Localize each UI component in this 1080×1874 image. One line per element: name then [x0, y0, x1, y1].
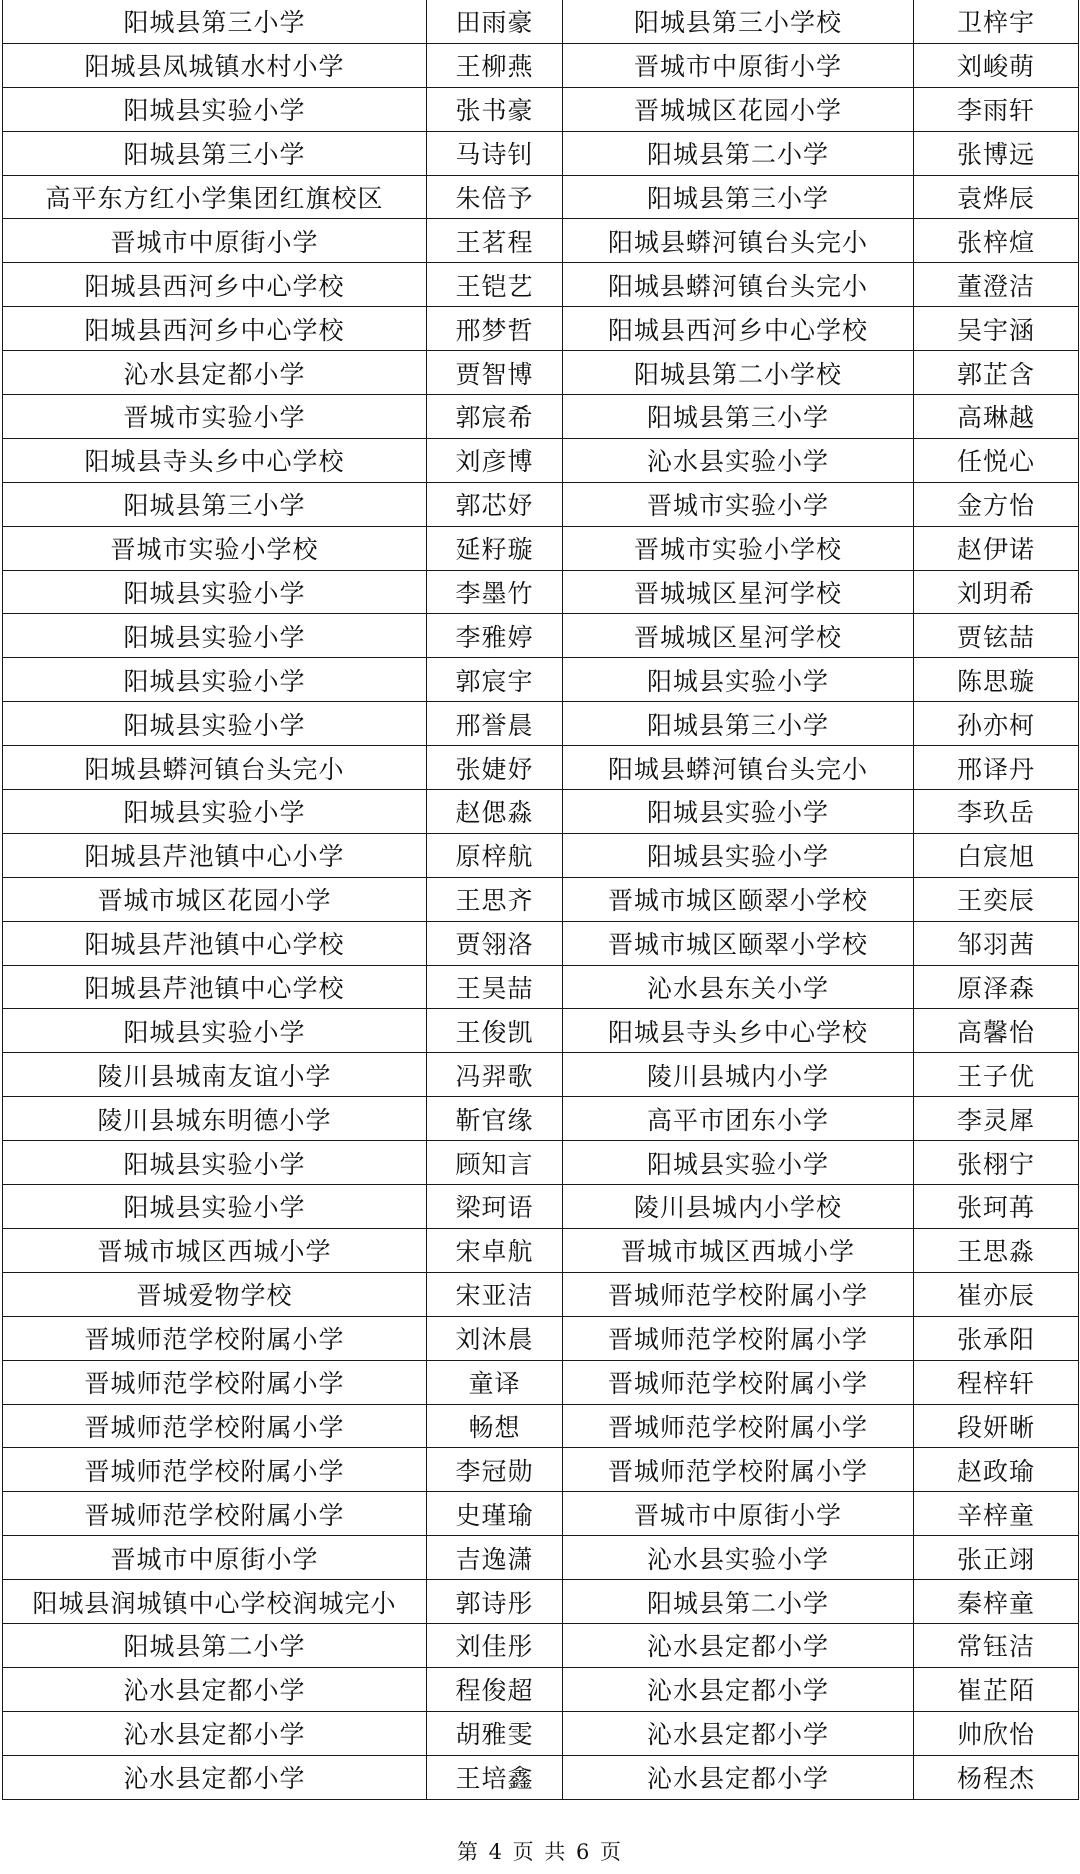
student-name-cell: 顾知言	[427, 1141, 563, 1185]
school-cell: 阳城县第三小学	[563, 395, 914, 439]
table-row	[3, 1448, 1079, 1492]
student-name-cell: 赵政瑜	[914, 1448, 1079, 1492]
student-name-cell: 高馨怡	[914, 1009, 1079, 1053]
school-cell: 晋城师范学校附属小学	[563, 1316, 914, 1360]
student-name-cell: 刘峻萌	[914, 43, 1079, 87]
student-name-cell: 宋亚洁	[427, 1272, 563, 1316]
table-row	[3, 1404, 1079, 1448]
student-name-cell: 童译	[427, 1360, 563, 1404]
school-cell: 阳城县实验小学	[3, 1141, 427, 1185]
table-row	[3, 219, 1079, 263]
school-cell: 晋城师范学校附属小学	[3, 1492, 427, 1536]
school-cell: 沁水县定都小学	[563, 1755, 914, 1799]
table-row	[3, 175, 1079, 219]
student-name-cell: 王子优	[914, 1053, 1079, 1097]
table-row	[3, 1536, 1079, 1580]
school-cell: 阳城县实验小学	[3, 1009, 427, 1053]
student-name-cell: 袁烨辰	[914, 175, 1079, 219]
student-name-cell: 冯羿歌	[427, 1053, 563, 1097]
student-name-cell: 赵伊诺	[914, 526, 1079, 570]
school-cell: 晋城师范学校附属小学	[3, 1360, 427, 1404]
table-row	[3, 131, 1079, 175]
table-row	[3, 1228, 1079, 1272]
student-name-cell: 陈思璇	[914, 658, 1079, 702]
table-row	[3, 1053, 1079, 1097]
school-cell: 阳城县第三小学	[563, 702, 914, 746]
table-row	[3, 921, 1079, 965]
table-row	[3, 1097, 1079, 1141]
school-cell: 沁水县定都小学	[563, 1623, 914, 1667]
student-name-cell: 梁珂语	[427, 1185, 563, 1229]
student-name-cell: 任悦心	[914, 438, 1079, 482]
school-cell: 阳城县芹池镇中心学校	[3, 921, 427, 965]
student-name-cell: 张婕妤	[427, 746, 563, 790]
school-cell: 沁水县定都小学	[563, 1667, 914, 1711]
student-name-cell: 王昊喆	[427, 965, 563, 1009]
table-row	[3, 395, 1079, 439]
document-page	[2, 0, 1078, 1800]
student-name-cell: 李雨轩	[914, 87, 1079, 131]
table-row	[3, 87, 1079, 131]
student-name-cell: 李玖岳	[914, 790, 1079, 834]
school-cell: 晋城市中原街小学	[563, 1492, 914, 1536]
student-name-cell: 张梓煊	[914, 219, 1079, 263]
table-row	[3, 790, 1079, 834]
student-name-cell: 李冠勋	[427, 1448, 563, 1492]
school-cell: 高平东方红小学集团红旗校区	[3, 175, 427, 219]
student-name-cell: 邢译丹	[914, 746, 1079, 790]
school-cell: 晋城市实验小学	[3, 395, 427, 439]
school-cell: 沁水县定都小学	[3, 1755, 427, 1799]
student-name-cell: 张正翊	[914, 1536, 1079, 1580]
school-cell: 晋城市城区颐翠小学校	[563, 877, 914, 921]
school-cell: 阳城县实验小学	[563, 833, 914, 877]
table-row	[3, 1623, 1079, 1667]
student-name-cell: 胡雅雯	[427, 1711, 563, 1755]
student-name-cell: 刘佳彤	[427, 1623, 563, 1667]
school-cell: 晋城市中原街小学	[3, 1536, 427, 1580]
student-name-cell: 赵偲淼	[427, 790, 563, 834]
school-cell: 阳城县润城镇中心学校润城完小	[3, 1580, 427, 1624]
student-name-cell: 郭诗彤	[427, 1580, 563, 1624]
student-name-cell: 宋卓航	[427, 1228, 563, 1272]
school-cell: 晋城市实验小学	[563, 482, 914, 526]
school-cell: 阳城县西河乡中心学校	[3, 307, 427, 351]
table-row	[3, 1667, 1079, 1711]
school-cell: 阳城县第三小学	[3, 0, 427, 43]
student-name-cell: 刘沐晨	[427, 1316, 563, 1360]
school-cell: 阳城县实验小学	[563, 790, 914, 834]
school-cell: 晋城师范学校附属小学	[3, 1316, 427, 1360]
school-cell: 阳城县第三小学	[3, 131, 427, 175]
school-cell: 沁水县东关小学	[563, 965, 914, 1009]
school-cell: 阳城县寺头乡中心学校	[563, 1009, 914, 1053]
table-row	[3, 746, 1079, 790]
school-cell: 沁水县定都小学	[563, 1711, 914, 1755]
school-cell: 晋城市城区西城小学	[3, 1228, 427, 1272]
school-cell: 阳城县第三小学	[563, 175, 914, 219]
school-cell: 陵川县城内小学校	[563, 1185, 914, 1229]
school-cell: 阳城县第三小学校	[563, 0, 914, 43]
school-cell: 陵川县城东明德小学	[3, 1097, 427, 1141]
student-name-cell: 王培鑫	[427, 1755, 563, 1799]
student-name-cell: 程梓轩	[914, 1360, 1079, 1404]
student-name-cell: 卫梓宇	[914, 0, 1079, 43]
table-row	[3, 482, 1079, 526]
student-name-cell: 王俊凯	[427, 1009, 563, 1053]
student-name-cell: 延籽璇	[427, 526, 563, 570]
school-cell: 晋城市实验小学校	[563, 526, 914, 570]
student-name-cell: 王思齐	[427, 877, 563, 921]
table-row	[3, 1009, 1079, 1053]
table-row	[3, 438, 1079, 482]
school-cell: 晋城师范学校附属小学	[563, 1404, 914, 1448]
school-cell: 晋城爱物学校	[3, 1272, 427, 1316]
school-cell: 阳城县第二小学校	[563, 351, 914, 395]
table-row	[3, 1711, 1079, 1755]
school-cell: 阳城县蟒河镇台头完小	[563, 263, 914, 307]
student-name-cell: 崔芷陌	[914, 1667, 1079, 1711]
school-cell: 晋城市实验小学校	[3, 526, 427, 570]
school-cell: 晋城城区花园小学	[563, 87, 914, 131]
student-name-cell: 白宸旭	[914, 833, 1079, 877]
student-name-cell: 李灵犀	[914, 1097, 1079, 1141]
student-name-cell: 贾智博	[427, 351, 563, 395]
school-cell: 阳城县蟒河镇台头完小	[563, 746, 914, 790]
school-cell: 晋城城区星河学校	[563, 614, 914, 658]
school-cell: 阳城县第三小学	[3, 482, 427, 526]
student-name-cell: 史瑾瑜	[427, 1492, 563, 1536]
school-cell: 晋城市中原街小学	[3, 219, 427, 263]
school-cell: 阳城县蟒河镇台头完小	[563, 219, 914, 263]
school-cell: 阳城县第二小学	[563, 1580, 914, 1624]
student-name-cell: 秦梓童	[914, 1580, 1079, 1624]
student-name-cell: 董澄洁	[914, 263, 1079, 307]
roster-table	[2, 0, 1079, 1800]
student-name-cell: 田雨豪	[427, 0, 563, 43]
school-cell: 阳城县实验小学	[563, 1141, 914, 1185]
student-name-cell: 孙亦柯	[914, 702, 1079, 746]
table-row	[3, 307, 1079, 351]
student-name-cell: 原梓航	[427, 833, 563, 877]
student-name-cell: 段妍晰	[914, 1404, 1079, 1448]
school-cell: 晋城师范学校附属小学	[3, 1404, 427, 1448]
table-row	[3, 1360, 1079, 1404]
student-name-cell: 吴宇涵	[914, 307, 1079, 351]
table-row	[3, 1755, 1079, 1799]
student-name-cell: 王茗程	[427, 219, 563, 263]
school-cell: 阳城县实验小学	[3, 570, 427, 614]
school-cell: 阳城县实验小学	[3, 1185, 427, 1229]
school-cell: 陵川县城南友谊小学	[3, 1053, 427, 1097]
table-row	[3, 1141, 1079, 1185]
table-row	[3, 1316, 1079, 1360]
school-cell: 阳城县西河乡中心学校	[3, 263, 427, 307]
student-name-cell: 王奕辰	[914, 877, 1079, 921]
student-name-cell: 吉逸潇	[427, 1536, 563, 1580]
school-cell: 阳城县芹池镇中心学校	[3, 965, 427, 1009]
student-name-cell: 高琳越	[914, 395, 1079, 439]
school-cell: 阳城县实验小学	[3, 658, 427, 702]
table-row	[3, 702, 1079, 746]
school-cell: 阳城县蟒河镇台头完小	[3, 746, 427, 790]
student-name-cell: 王柳燕	[427, 43, 563, 87]
student-name-cell: 李墨竹	[427, 570, 563, 614]
table-row	[3, 877, 1079, 921]
school-cell: 阳城县实验小学	[3, 87, 427, 131]
table-row	[3, 43, 1079, 87]
school-cell: 高平市团东小学	[563, 1097, 914, 1141]
student-name-cell: 郭宸宇	[427, 658, 563, 702]
student-name-cell: 贾铉喆	[914, 614, 1079, 658]
school-cell: 阳城县实验小学	[3, 702, 427, 746]
student-name-cell: 程俊超	[427, 1667, 563, 1711]
school-cell: 阳城县实验小学	[3, 790, 427, 834]
student-name-cell: 郭芷含	[914, 351, 1079, 395]
table-row	[3, 351, 1079, 395]
student-name-cell: 贾翎洛	[427, 921, 563, 965]
school-cell: 阳城县第二小学	[3, 1623, 427, 1667]
school-cell: 沁水县实验小学	[563, 438, 914, 482]
table-row	[3, 614, 1079, 658]
table-row	[3, 1272, 1079, 1316]
student-name-cell: 郭宸希	[427, 395, 563, 439]
school-cell: 晋城师范学校附属小学	[563, 1448, 914, 1492]
school-cell: 阳城县第二小学	[563, 131, 914, 175]
school-cell: 晋城城区星河学校	[563, 570, 914, 614]
school-cell: 阳城县凤城镇水村小学	[3, 43, 427, 87]
student-name-cell: 邹羽茜	[914, 921, 1079, 965]
school-cell: 晋城市中原街小学	[563, 43, 914, 87]
table-row	[3, 263, 1079, 307]
student-name-cell: 王铠艺	[427, 263, 563, 307]
student-name-cell: 常钰洁	[914, 1623, 1079, 1667]
table-row	[3, 965, 1079, 1009]
student-name-cell: 刘彦博	[427, 438, 563, 482]
student-name-cell: 张承阳	[914, 1316, 1079, 1360]
school-cell: 晋城市城区颐翠小学校	[563, 921, 914, 965]
school-cell: 阳城县实验小学	[3, 614, 427, 658]
student-name-cell: 帅欣怡	[914, 1711, 1079, 1755]
student-name-cell: 郭芯妤	[427, 482, 563, 526]
student-name-cell: 刘玥希	[914, 570, 1079, 614]
school-cell: 陵川县城内小学	[563, 1053, 914, 1097]
table-row	[3, 1185, 1079, 1229]
student-name-cell: 张珂苒	[914, 1185, 1079, 1229]
table-row	[3, 1492, 1079, 1536]
school-cell: 沁水县定都小学	[3, 351, 427, 395]
student-name-cell: 辛梓童	[914, 1492, 1079, 1536]
school-cell: 阳城县西河乡中心学校	[563, 307, 914, 351]
student-name-cell: 邢誉晨	[427, 702, 563, 746]
school-cell: 晋城师范学校附属小学	[3, 1448, 427, 1492]
table-row	[3, 1580, 1079, 1624]
student-name-cell: 畅想	[427, 1404, 563, 1448]
table-row	[3, 526, 1079, 570]
table-row	[3, 0, 1079, 43]
student-name-cell: 张书豪	[427, 87, 563, 131]
school-cell: 晋城师范学校附属小学	[563, 1360, 914, 1404]
page-number: 第 4 页 共 6 页	[456, 1840, 624, 1864]
student-name-cell: 崔亦辰	[914, 1272, 1079, 1316]
school-cell: 晋城市城区花园小学	[3, 877, 427, 921]
table-row	[3, 658, 1079, 702]
student-name-cell: 王思淼	[914, 1228, 1079, 1272]
school-cell: 沁水县定都小学	[3, 1711, 427, 1755]
student-name-cell: 靳官缘	[427, 1097, 563, 1141]
student-name-cell: 马诗钊	[427, 131, 563, 175]
student-name-cell: 金方怡	[914, 482, 1079, 526]
student-name-cell: 原泽森	[914, 965, 1079, 1009]
student-name-cell: 邢梦哲	[427, 307, 563, 351]
student-name-cell: 张栩宁	[914, 1141, 1079, 1185]
school-cell: 阳城县寺头乡中心学校	[3, 438, 427, 482]
school-cell: 阳城县实验小学	[563, 658, 914, 702]
student-name-cell: 杨程杰	[914, 1755, 1079, 1799]
school-cell: 阳城县芹池镇中心小学	[3, 833, 427, 877]
school-cell: 晋城市城区西城小学	[563, 1228, 914, 1272]
school-cell: 沁水县定都小学	[3, 1667, 427, 1711]
student-name-cell: 张博远	[914, 131, 1079, 175]
school-cell: 晋城师范学校附属小学	[563, 1272, 914, 1316]
table-row	[3, 570, 1079, 614]
student-name-cell: 李雅婷	[427, 614, 563, 658]
table-row	[3, 833, 1079, 877]
school-cell: 沁水县实验小学	[563, 1536, 914, 1580]
roster-table-body	[3, 0, 1079, 1799]
student-name-cell: 朱倍予	[427, 175, 563, 219]
